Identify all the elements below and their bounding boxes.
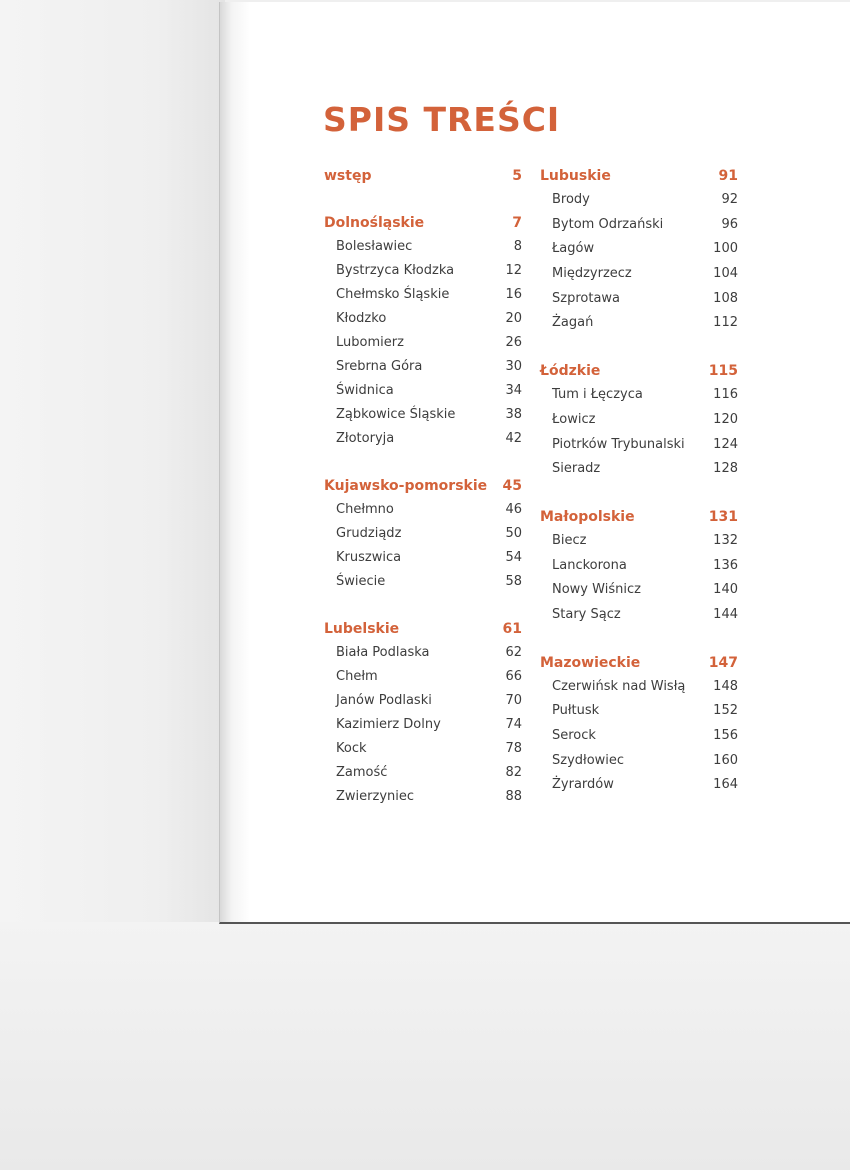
entry-title: Chełmsko Śląskie [336,287,450,302]
entry-page-number: 116 [713,387,738,403]
entry-page-number: 100 [713,241,738,257]
toc-entry [540,410,738,435]
toc-section-heading [540,507,738,531]
section-title: Mazowieckie [540,654,641,671]
entry-title: Łagów [552,241,595,257]
entry-page-number: 42 [505,431,522,446]
entry-page-number: 88 [505,789,522,804]
entry-title: Piotrków Trybunalski [552,436,685,452]
entry-page-number: 46 [505,502,522,517]
toc-section-heading [324,476,522,500]
entry-title: Świecie [336,574,386,589]
entry-page-number: 58 [505,574,522,589]
toc-section [324,619,522,811]
entry-title: Zamość [336,765,388,780]
entry-title: Tum i Łęczyca [552,387,643,403]
toc-entry [324,237,522,261]
toc-entry [540,190,738,215]
entry-page-number: 54 [505,550,522,565]
entry-page-number: 112 [713,315,738,331]
toc-entry [540,531,738,556]
toc-entry [540,215,738,240]
toc-entry [324,572,522,596]
toc-entry [324,500,522,524]
toc-entry [540,556,738,581]
section-title: Łódzkie [540,363,601,380]
toc-entry [324,667,522,691]
toc-section [324,166,522,190]
entry-title: Brody [552,192,590,207]
section-title: wstęp [324,168,372,184]
entry-page-number: 8 [513,239,522,254]
entry-page-number: 16 [505,287,522,302]
entry-title: Międzyrzecz [552,266,632,282]
entry-page-number: 128 [713,461,738,477]
toc-entry [540,580,738,605]
facing-page [0,0,225,922]
entry-page-number: 156 [713,728,738,743]
toc-entry [540,313,738,338]
entry-title: Biała Podlaska [336,645,430,660]
entry-page-number: 70 [505,693,522,708]
entry-title: Lanckorona [552,557,627,573]
entry-title: Żagań [552,315,594,331]
page-title: SPIS TREŚCI [323,100,561,139]
entry-title: Kłodzko [336,311,387,326]
toc-section [540,361,738,484]
toc-entry [324,429,522,453]
toc-entry [540,701,738,726]
toc-section-heading [324,213,522,237]
entry-page-number: 74 [505,717,522,732]
entry-page-number: 144 [713,606,738,622]
entry-page-number: 30 [505,359,522,374]
toc-entry [540,459,738,484]
entry-page-number: 34 [505,383,522,398]
entry-page-number: 120 [713,411,738,427]
entry-title: Szprotawa [552,290,621,306]
entry-page-number: 78 [505,741,522,756]
toc-entry [324,357,522,381]
section-page-number: 131 [708,508,738,525]
entry-title: Janów Podlaski [336,693,432,708]
toc-entry [540,775,738,800]
entry-page-number: 66 [505,669,522,684]
entry-title: Szydłowiec [552,752,625,768]
entry-page-number: 20 [505,311,522,326]
toc-entry [540,289,738,314]
scanner-bed [0,922,850,1170]
entry-title: Bystrzyca Kłodzka [336,263,455,278]
entry-title: Ząbkowice Śląskie [336,407,456,422]
entry-title: Żyrardów [552,777,614,793]
section-title: Lubelskie [324,621,400,637]
entry-title: Chełm [336,669,378,684]
entry-title: Kazimierz Dolny [336,717,441,732]
entry-title: Bytom Odrzański [552,216,664,232]
entry-page-number: 96 [721,216,738,232]
toc-entry [324,763,522,787]
entry-title: Zwierzyniec [336,789,415,804]
toc-right-column [540,166,738,823]
section-title: Kujawsko-pomorskie [324,478,488,494]
entry-title: Pułtusk [552,703,600,719]
toc-entry [540,751,738,776]
section-title: Lubuskie [540,168,611,184]
entry-page-number: 12 [505,263,522,278]
toc-section [540,166,738,338]
section-page-number: 5 [512,168,522,184]
toc-entry [324,405,522,429]
entry-page-number: 140 [713,582,738,598]
entry-title: Złotoryja [336,431,395,446]
toc-entry [324,691,522,715]
toc-entry [324,787,522,811]
toc-entry [324,333,522,357]
toc-entry [540,605,738,630]
section-page-number: 147 [708,654,738,671]
entry-title: Nowy Wiśnicz [552,582,641,598]
entry-title: Bolesławiec [336,239,413,254]
entry-page-number: 104 [713,266,738,282]
toc-left-column [324,166,522,834]
toc-entry [324,739,522,763]
entry-title: Sieradz [552,461,601,477]
entry-page-number: 82 [505,765,522,780]
entry-title: Stary Sącz [552,606,621,622]
toc-entry [324,715,522,739]
entry-page-number: 50 [505,526,522,541]
section-page-number: 61 [502,621,522,637]
toc-section-heading [324,166,522,190]
toc-section [324,213,522,453]
entry-page-number: 92 [721,192,738,207]
section-page-number: 7 [512,215,522,231]
entry-page-number: 148 [713,678,738,694]
entry-page-number: 124 [713,436,738,452]
entry-page-number: 26 [505,335,522,350]
entry-title: Kock [336,741,367,756]
toc-entry [324,524,522,548]
toc-section-heading [540,653,738,677]
entry-title: Kruszwica [336,550,402,565]
entry-title: Srebrna Góra [336,359,423,374]
entry-title: Grudziądz [336,526,402,541]
entry-page-number: 132 [713,532,738,548]
book-page [219,2,850,924]
toc-section-heading [324,619,522,643]
entry-page-number: 108 [713,290,738,306]
section-title: Małopolskie [540,508,635,525]
entry-title: Chełmno [336,502,394,517]
entry-title: Biecz [552,532,587,548]
toc-entry [324,261,522,285]
entry-title: Łowicz [552,411,596,427]
section-title: Dolnośląskie [324,215,425,231]
toc-section-heading [540,361,738,385]
entry-title: Świdnica [336,383,394,398]
entry-page-number: 62 [505,645,522,660]
entry-page-number: 160 [713,752,738,768]
toc-entry [540,239,738,264]
section-page-number: 45 [502,478,522,494]
entry-title: Czerwińsk nad Wisłą [552,678,686,694]
toc-entry [324,309,522,333]
entry-page-number: 136 [713,557,738,573]
toc-section [540,653,738,800]
entry-page-number: 152 [713,703,738,719]
toc-entry [540,385,738,410]
toc-entry [540,726,738,751]
toc-entry [540,677,738,702]
entry-page-number: 164 [713,777,738,793]
toc-section [324,476,522,596]
toc-entry [540,435,738,460]
toc-entry [324,643,522,667]
entry-page-number: 38 [505,407,522,422]
toc-entry [540,264,738,289]
toc-section [540,507,738,630]
toc-entry [324,548,522,572]
entry-title: Lubomierz [336,335,404,350]
toc-section-heading [540,166,738,190]
section-page-number: 91 [718,168,738,184]
toc-entry [324,381,522,405]
entry-title: Serock [552,728,596,743]
toc-entry [324,285,522,309]
section-page-number: 115 [708,363,738,380]
